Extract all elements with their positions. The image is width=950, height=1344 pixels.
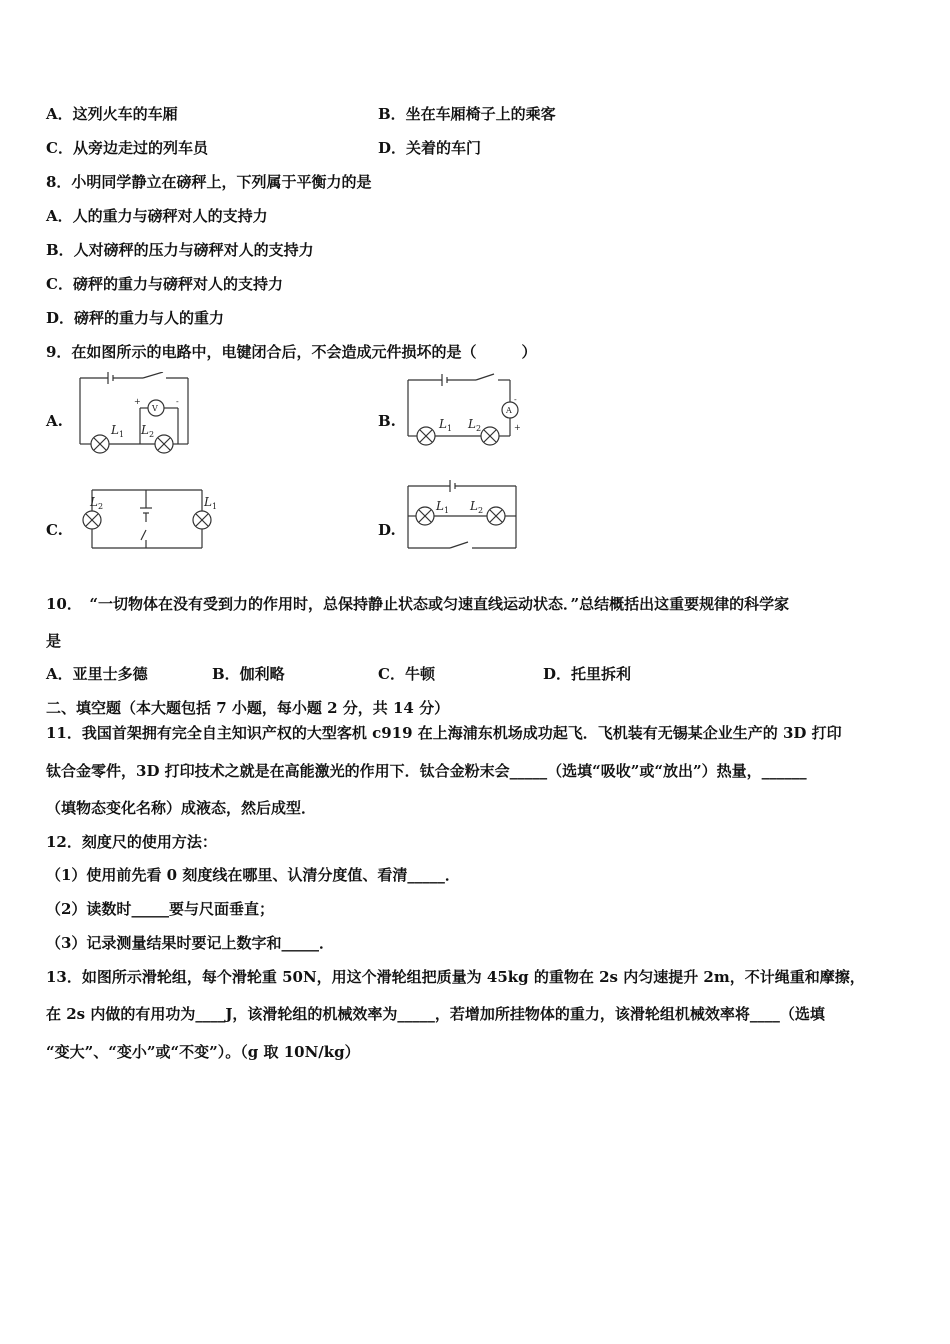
svg-text:L: L xyxy=(436,499,444,513)
svg-text:L: L xyxy=(470,499,478,513)
svg-text:1: 1 xyxy=(119,430,125,439)
svg-text:+: + xyxy=(514,423,521,432)
svg-text:L: L xyxy=(204,495,212,509)
svg-text:+: + xyxy=(134,397,141,406)
svg-text:L: L xyxy=(468,417,476,431)
q9-label-a: A. xyxy=(46,412,63,430)
svg-text:2: 2 xyxy=(98,502,104,511)
svg-text:2: 2 xyxy=(149,430,155,439)
q10-option-a: A．亚里士多德 xyxy=(46,665,148,683)
svg-text:L: L xyxy=(141,423,149,437)
q8-option-a: A．人的重力与磅秤对人的支持力 xyxy=(46,207,268,225)
svg-text:L: L xyxy=(111,423,119,437)
q13-line2: 在 2s 内做的有用功为____J，该滑轮组的机械效率为_____，若增加所挂物体的重力，该滑轮组机械效率将____（选填 xyxy=(46,1005,825,1023)
q11-line1: 11．我国首架拥有完全自主知识产权的大型客机 c919 在上海浦东机场成功起飞．飞机装有无锡某企业生产的 3D 打印 xyxy=(46,724,842,742)
q12-stem: 12．刻度尺的使用方法： xyxy=(46,833,217,851)
q10-option-d: D．托里拆利 xyxy=(543,665,632,683)
svg-text:1: 1 xyxy=(447,424,453,433)
q7-option-d: D．关着的车门 xyxy=(378,139,482,157)
svg-text:-: - xyxy=(176,397,179,406)
q9-stem: 9．在如图所示的电路中，电键闭合后，不会造成元件损坏的是（ ） xyxy=(46,343,537,361)
svg-text:-: - xyxy=(514,395,517,404)
q11-line3: （填物态变化名称）成液态，然后成型． xyxy=(46,799,317,817)
q9-label-c: C. xyxy=(46,521,63,539)
q12-item3: （3）记录测量结果时要记上数字和_____． xyxy=(46,934,334,952)
q8-option-d: D．磅秤的重力与人的重力 xyxy=(46,309,225,327)
q9-label-b: B. xyxy=(378,412,396,430)
circuit-diagram-c xyxy=(78,486,218,552)
circuit-diagram-b xyxy=(406,372,524,452)
q7-option-c: C．从旁边走过的列车员 xyxy=(46,139,208,157)
q13-line1: 13．如图所示滑轮组，每个滑轮重 50N，用这个滑轮组把质量为 45kg 的重物在 2s 内匀速提升 2m，不计绳重和摩擦， xyxy=(46,968,865,986)
q7-option-a: A．这列火车的车厢 xyxy=(46,105,178,123)
q7-option-b: B．坐在车厢椅子上的乘客 xyxy=(378,105,556,123)
q10-stem-line1: 10． “一切物体在没有受到力的作用时，总保持静止状态或匀速直线运动状态．”总结概括出这重要规律的科学家 xyxy=(46,595,790,613)
q9-label-d: D. xyxy=(378,521,396,539)
svg-text:L: L xyxy=(90,495,98,509)
q8-option-c: C．磅秤的重力与磅秤对人的支持力 xyxy=(46,275,283,293)
svg-text:2: 2 xyxy=(476,424,482,433)
q8-stem: 8．小明同学静立在磅秤上，下列属于平衡力的是 xyxy=(46,173,372,191)
svg-text:1: 1 xyxy=(212,502,218,511)
circuit-diagram-d xyxy=(406,478,518,552)
q13-line3: “变大”、“变小”或“不变”）。（g 取 10N/kg） xyxy=(46,1043,360,1061)
q10-stem-line2: 是 xyxy=(46,632,62,650)
svg-text:1: 1 xyxy=(444,506,450,515)
q12-item2: （2）读数时_____要与尺面垂直； xyxy=(46,900,274,918)
q10-option-b: B．伽利略 xyxy=(212,665,285,683)
svg-text:A: A xyxy=(506,406,512,415)
svg-text:V: V xyxy=(152,404,158,413)
q12-item1: （1）使用前先看 0 刻度线在哪里、认清分度值、看清_____． xyxy=(46,866,460,884)
q11-line2: 钛合金零件，3D 打印技术之就是在高能激光的作用下．钛合金粉末会_____（选填“吸收”或“放出”）热量，______ xyxy=(46,762,807,780)
q8-option-b: B．人对磅秤的压力与磅秤对人的支持力 xyxy=(46,241,314,259)
circuit-diagram-a xyxy=(78,372,190,460)
svg-text:2: 2 xyxy=(478,506,484,515)
svg-text:L: L xyxy=(439,417,447,431)
section-heading: 二、填空题（本大题包括 7 小题，每小题 2 分，共 14 分） xyxy=(46,699,450,717)
q10-option-c: C．牛顿 xyxy=(378,665,435,683)
